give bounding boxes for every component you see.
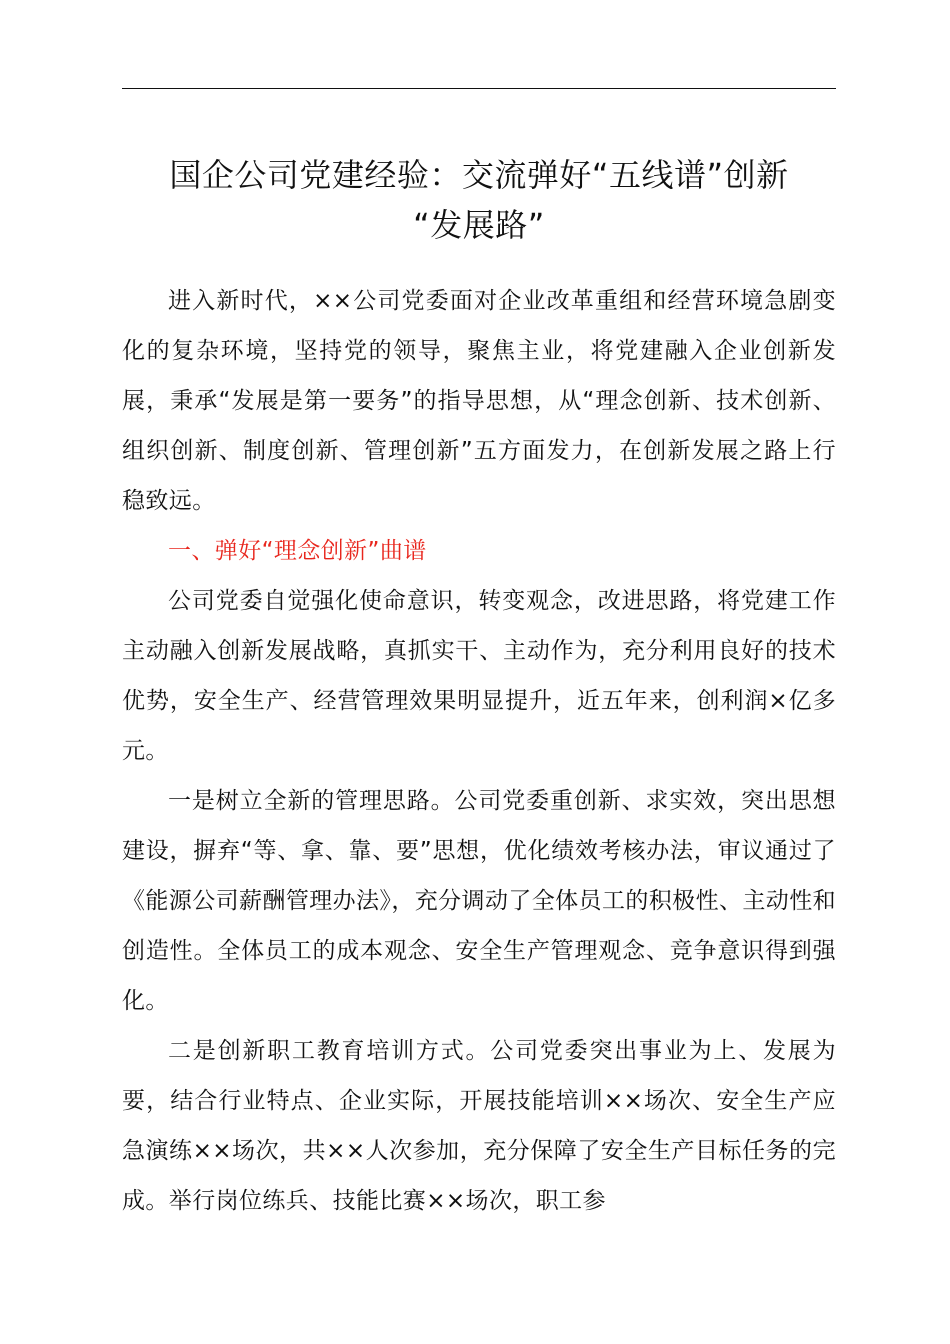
title-line-2: “发展路” (413, 206, 545, 244)
document-body (122, 276, 836, 1226)
point-one-paragraph: 一是树立全新的管理思路。公司党委重创新、求实效，突出思想建设，摒弃“等、拿、靠、要”思想，优化绩效考核办法，审议通过了《能源公司薪酬管理办法》，充分调动了全体员工的积极性、主动性和创造性。全体员工的成本观念、安全生产管理观念、竞争意识得到强化。 (122, 788, 836, 1014)
section-paragraph: 公司党委自觉强化使命意识，转变观念，改进思路，将党建工作主动融入创新发展战略，真抓实干、主动作为，充分利用良好的技术优势，安全生产、经营管理效果明显提升，近五年来，创利润×亿多元。 (122, 588, 836, 764)
header-rule (122, 88, 836, 89)
intro-paragraph: 进入新时代，××公司党委面对企业改革重组和经营环境急剧变化的复杂环境，坚持党的领导，聚焦主业，将党建融入企业创新发展，秉承“发展是第一要务”的指导思想，从“理念创新、技术创新、组织创新、制度创新、管理创新”五方面发力，在创新发展之路上行稳致远。 (122, 288, 836, 514)
point-two-paragraph: 二是创新职工教育培训方式。公司党委突出事业为上、发展为要，结合行业特点、企业实际，开展技能培训××场次、安全生产应急演练××场次，共××人次参加，充分保障了安全生产目标任务的完成。举行岗位练兵、技能比赛××场次，职工参 (122, 1038, 836, 1214)
title-line-1: 国企公司党建经验：交流弹好“五线谱”创新 (169, 156, 789, 194)
section-heading: 一、弹好“理念创新”曲谱 (168, 538, 427, 564)
document-title (122, 150, 836, 250)
